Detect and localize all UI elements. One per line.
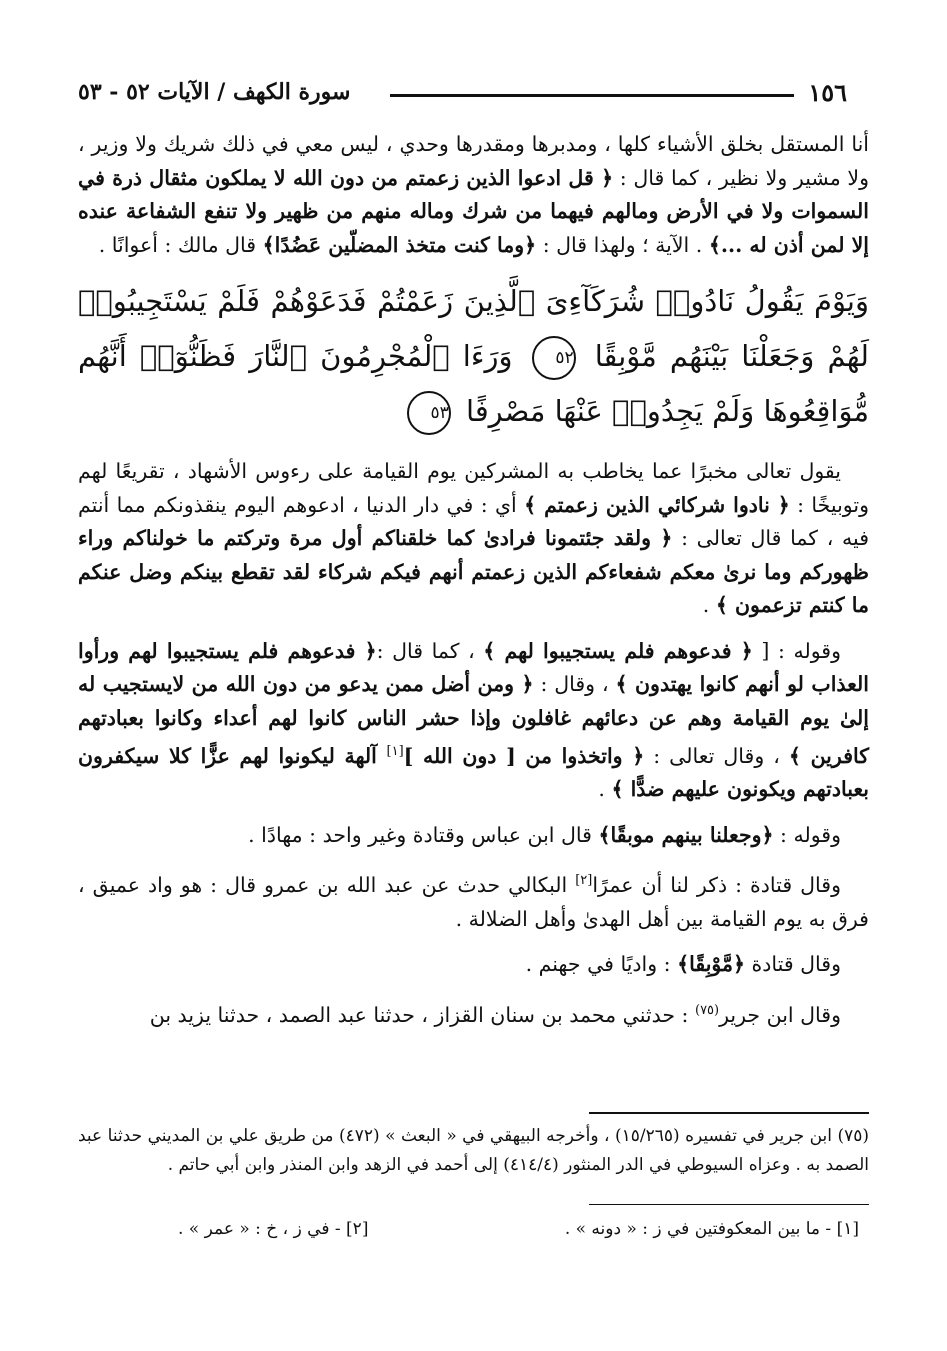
body-text: البكالي حدث عن عبد الله بن عمرو قال : هو واد عميق ، فرق به يوم القيامة بين أهل الهدىٰ وأهل الضلالة . bbox=[78, 873, 869, 931]
main-text bbox=[78, 128, 869, 1044]
surah-title: سورة الكهف / الآيات ٥٢ - ٥٣ bbox=[78, 79, 351, 105]
quote-text: ﴿وما كنت متخذ المضلّين عَضُدًا﴾ bbox=[262, 232, 537, 257]
quote-text: ﴿ قل ادعوا الذين زعمتم من دون الله لا يملكون مثقال ذرة في السموات ولا في الأرض ومالهم فيهما من شرك وماله منهم من ظهير ولا تنفع الشفاعة عنده إلا لمن أذن له ...﴾ bbox=[78, 165, 869, 257]
edit-note-2: [٢] - في ز ، خ : « عمر » . bbox=[178, 1219, 369, 1239]
header-rule bbox=[390, 94, 794, 97]
paragraph-6 bbox=[78, 948, 869, 982]
quote-text: ﴿ فدعوهم فلم يستجيبوا لهم ورأوا العذاب لو أنهم كانوا يهتدون ﴾ bbox=[78, 638, 870, 696]
paragraph-2 bbox=[78, 455, 869, 623]
paragraph-1 bbox=[78, 128, 869, 262]
quran-verse bbox=[78, 274, 869, 439]
body-text: وقال قتادة : ذكر لنا أن عمرًا bbox=[592, 873, 841, 898]
body-text: وقوله : [ bbox=[752, 638, 841, 663]
body-text: : واديًا في جهنم . bbox=[525, 952, 678, 977]
reference-mark: [١] bbox=[386, 744, 404, 759]
body-text: . الآية ؛ ولهذا قال : bbox=[536, 232, 709, 257]
quote-text: ﴿ نادوا شركائي الذين زعمتم ﴾ bbox=[524, 492, 790, 517]
quote-text: ﴿مَّوْبِقًا﴾ bbox=[677, 952, 746, 977]
body-text: أنا المستقل بخلق الأشياء كلها ، ومدبرها ومقدرها وحدي ، ليس معي في ذلك شريك ولا وزير ، ولا مشير ولا نظير ، كما قال : bbox=[78, 132, 869, 190]
edit-note-1: [١] - ما بين المعكوفتين في ز : « دونه » . bbox=[564, 1219, 859, 1239]
verse-part-2: وَرَءَا ٱلْمُجْرِمُونَ ٱلنَّارَ فَظَنُّوٓا۟ أَنَّهُم مُّوَاقِعُوهَا وَلَمْ يَجِدُوا۟ عَنْهَا مَصْرِفًا bbox=[78, 339, 869, 428]
body-text: ، وقال : bbox=[533, 672, 616, 696]
body-text: وقال ابن جرير bbox=[719, 1002, 841, 1027]
edit-notes bbox=[78, 1215, 869, 1244]
ayah-number-53: ٥٣ bbox=[407, 391, 451, 435]
reference-mark: (٧٥) bbox=[694, 1002, 720, 1018]
body-text: يقول تعالى مخبرًا عما يخاطب به المشركين يوم القيامة على رءوس الأشهاد ، تقريعًا لهم وتوبيخًا : bbox=[78, 459, 869, 517]
body-text: قال ابن عباس وقتادة وغير واحد : مهادًا . bbox=[248, 822, 599, 847]
quote-text: آلهة ليكونوا لهم عزًّا كلا سيكفرون بعبادتهم ويكونون عليهم ضدًّا ﴾ bbox=[78, 743, 869, 802]
paragraph-3 bbox=[78, 635, 869, 807]
footnotes bbox=[78, 1112, 869, 1244]
quote-text: ﴿ ولقد جئتمونا فرادىٰ كما خلقناكم أول مرة وتركتم ما خولناكم وراء ظهوركم وما نرىٰ معكم شفعاءكم الذين زعمتم أنهم فيكم شركاء لقد تقطع بينكم وضل عنكم ما كنتم تزعمون ﴾ bbox=[78, 526, 869, 617]
footnote-rule bbox=[589, 1112, 869, 1114]
paragraph-5 bbox=[78, 864, 869, 936]
page-header bbox=[78, 72, 847, 112]
body-text: ، وقال تعالى : bbox=[644, 743, 789, 768]
body-text: ، كما قال : bbox=[376, 638, 484, 663]
quote-text: ﴿ واتخذوا من [ دون الله ] bbox=[403, 743, 645, 768]
paragraph-7 bbox=[78, 994, 869, 1032]
body-text: . bbox=[702, 593, 716, 617]
footnote-75: (٧٥) ابن جرير في تفسيره (١٥/٢٦٥) ، وأخرجه البيهقي في « البعث » (٤٧٢) من طريق علي بن المديني حدثنا عبد الصمد به . وعزاه السيوطي في الدر المنثور (٤١٤/٤) إلى أحمد في الزهد وابن المنذر وابن أبي حاتم . bbox=[78, 1126, 870, 1175]
paragraph-4 bbox=[78, 819, 869, 853]
body-text: قال مالك : أعوانًا . bbox=[98, 232, 263, 257]
page-number: ١٥٦ bbox=[808, 77, 847, 107]
quote-text: ﴿وجعلنا بينهم موبقًا﴾ bbox=[598, 822, 774, 847]
body-text: وقوله : bbox=[773, 822, 841, 847]
quote-text: ﴿ فدعوهم فلم يستجيبوا لهم ﴾ bbox=[483, 638, 753, 663]
body-text: وقال قتادة bbox=[745, 952, 841, 977]
quote-text: ﴿ ومن أضل ممن يدعو من دون الله من لايستجيب له إلىٰ يوم القيامة وهم عن دعائهم غافلون وإذا حشر الناس كانوا لهم أعداء وكانوا بعبادتهم كافرين ﴾ bbox=[78, 672, 869, 768]
body-text: . bbox=[598, 777, 612, 802]
body-text: أي : في دار الدنيا ، ادعوهم اليوم ينقذونكم مما أنتم فيه ، كما قال تعالى : bbox=[78, 492, 870, 550]
verse-part-1: وَيَوْمَ يَقُولُ نَادُوا۟ شُرَكَآءِىَ ٱلَّذِينَ زَعَمْتُمْ فَدَعَوْهُمْ فَلَمْ يَسْتَجِيبُوا۟ لَهُمْ وَجَعَلْنَا بَيْنَهُم مَّوْبِقًا bbox=[78, 284, 869, 373]
reference-mark: [٢] bbox=[575, 873, 593, 889]
ayah-number-52: ٥٢ bbox=[532, 336, 576, 380]
edit-notes-rule bbox=[589, 1204, 869, 1205]
body-text: : حدثني محمد بن سنان القزاز ، حدثنا عبد الصمد ، حدثنا يزيد بن bbox=[149, 1002, 695, 1027]
